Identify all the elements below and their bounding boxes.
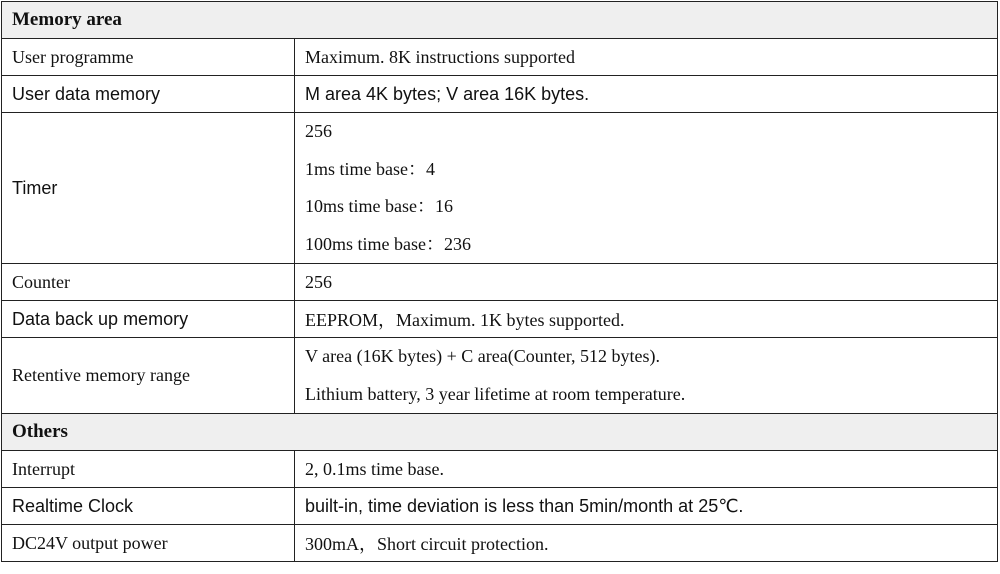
row-label: DC24V output power (2, 525, 295, 562)
row-value-group (295, 113, 998, 264)
row-label: Data back up memory (2, 301, 295, 338)
row-value: M area 4K bytes; V area 16K bytes. (295, 76, 998, 113)
table-row-timer (2, 113, 998, 264)
row-label: User data memory (2, 76, 295, 113)
section-header-others (2, 414, 998, 451)
row-label: Counter (2, 264, 295, 301)
row-value: EEPROM，Maximum. 1K bytes supported. (295, 301, 998, 338)
row-label: Interrupt (2, 451, 295, 488)
table-row-user-data-memory (2, 76, 998, 113)
row-value-line: 256 (305, 121, 332, 141)
row-label: Realtime Clock (2, 488, 295, 525)
table-row-counter (2, 264, 998, 301)
table-row-data-back-up-memory (2, 301, 998, 338)
row-value: 300mA，Short circuit protection. (295, 525, 998, 562)
table-row-dc24v-output-power (2, 525, 998, 562)
row-value-line: Lithium battery, 3 year lifetime at room temperature. (305, 383, 686, 404)
table-row-interrupt (2, 451, 998, 488)
table-row-retentive-memory-range (2, 338, 998, 414)
row-value-line: V area (16K bytes) + C area(Counter, 512 bytes). (305, 346, 660, 366)
row-value-line: 1ms time base：4 (305, 158, 435, 179)
section-header-memory-area (2, 2, 998, 39)
row-value: built-in, time deviation is less than 5min/month at 25℃. (295, 488, 998, 525)
row-value-group (295, 338, 998, 414)
row-label: User programme (2, 39, 295, 76)
row-value-line: 100ms time base：236 (305, 233, 471, 254)
row-value: 256 (295, 264, 998, 301)
row-label: Retentive memory range (2, 338, 295, 414)
table-row-user-programme (2, 39, 998, 76)
section-title: Others (2, 414, 998, 451)
table-row-realtime-clock (2, 488, 998, 525)
row-value: 2, 0.1ms time base. (295, 451, 998, 488)
spec-table (1, 1, 998, 562)
row-value: Maximum. 8K instructions supported (295, 39, 998, 76)
row-value-line: 10ms time base：16 (305, 196, 453, 216)
row-label: Timer (2, 113, 295, 264)
section-title: Memory area (2, 2, 998, 39)
